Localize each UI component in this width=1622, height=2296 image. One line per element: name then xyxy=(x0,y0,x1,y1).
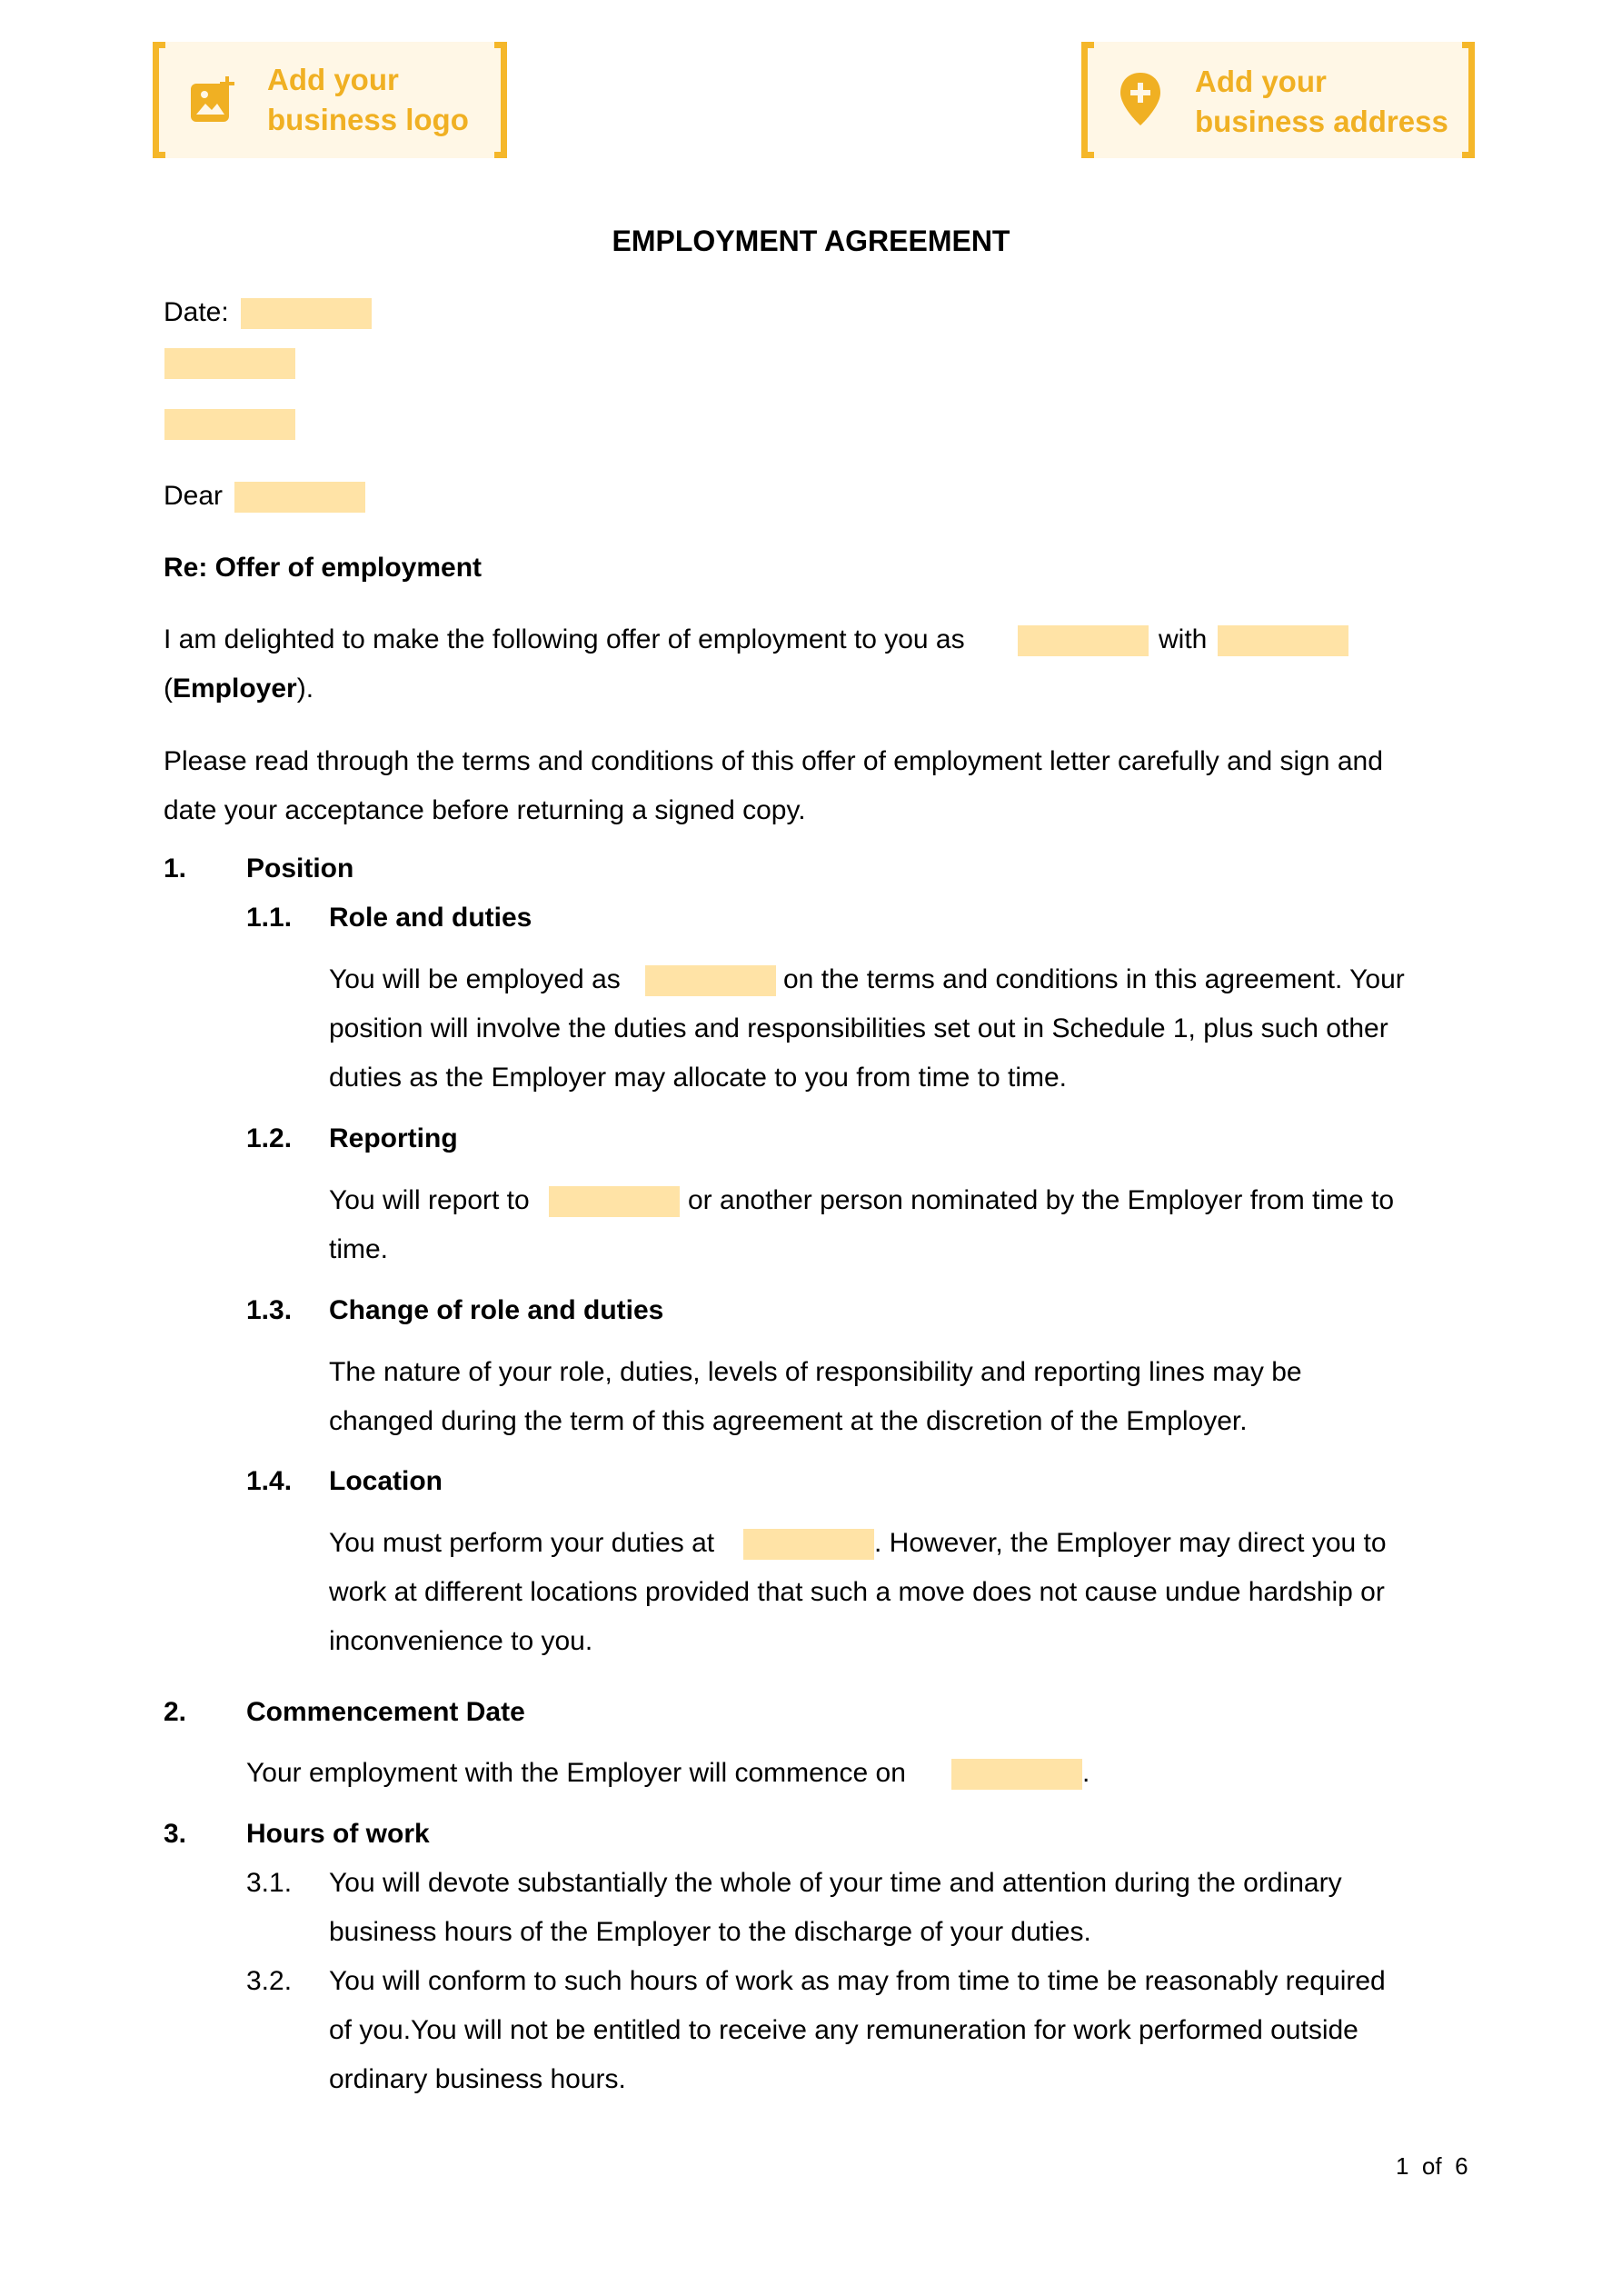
subject-line: Re: Offer of employment xyxy=(164,553,483,583)
clause-text: Your employment with the Employer will commence on xyxy=(246,1758,906,1788)
document-title: EMPLOYMENT AGREEMENT xyxy=(612,225,1010,257)
address-placeholder[interactable] xyxy=(1081,42,1475,158)
recipient-name-field[interactable] xyxy=(164,348,295,379)
clause-text: ordinary business hours. xyxy=(329,2064,626,2094)
clause-text: or another person nominated by the Employer from time to xyxy=(688,1185,1395,1215)
employer-name-field[interactable] xyxy=(1218,625,1348,656)
section-heading-commencement: Commencement Date xyxy=(246,1697,525,1727)
position-title-field[interactable] xyxy=(1018,625,1149,656)
read-note-line1: Please read through the terms and conditions of this offer of employment letter carefully and sign and xyxy=(164,746,1383,776)
clause-text: changed during the term of this agreement at the discretion of the Employer. xyxy=(329,1406,1248,1436)
clause-number: 1.1. xyxy=(246,903,293,933)
section-heading-position: Position xyxy=(246,854,354,883)
right-bracket xyxy=(1462,42,1475,158)
clause-number: 1.4. xyxy=(246,1466,293,1496)
intro-with: with xyxy=(1159,624,1208,654)
right-bracket xyxy=(494,42,507,158)
logo-placeholder-line1: Add your xyxy=(267,63,399,96)
clause-text: . However, the Employer may direct you to xyxy=(874,1528,1387,1558)
work-location-field[interactable] xyxy=(743,1529,874,1560)
read-note-line2: date your acceptance before returning a signed copy. xyxy=(164,795,806,825)
logo-placeholder[interactable] xyxy=(153,42,507,158)
logo-placeholder-line2: business logo xyxy=(267,103,469,136)
salutation: Dear xyxy=(164,481,224,511)
clause-heading-role: Role and duties xyxy=(329,903,532,933)
date-field[interactable] xyxy=(241,298,372,329)
clause-text: on the terms and conditions in this agreement. Your xyxy=(783,964,1405,994)
clause-heading-location: Location xyxy=(329,1466,443,1496)
clause-heading-reporting: Reporting xyxy=(329,1123,458,1153)
date-label: Date: xyxy=(164,297,229,327)
clause-text: The nature of your role, duties, levels of responsibility and reporting lines may be xyxy=(329,1357,1302,1387)
clause-text: inconvenience to you. xyxy=(329,1626,593,1656)
employer-defined-term: Employer xyxy=(173,674,297,704)
clause-number: 3.2. xyxy=(246,1966,293,1996)
clause-text: work at different locations provided that such a move does not cause undue hardship or xyxy=(329,1577,1385,1607)
image-add-icon xyxy=(189,76,236,124)
clause-text: . xyxy=(1082,1758,1090,1788)
section-heading-hours: Hours of work xyxy=(246,1819,430,1849)
clause-text: position will involve the duties and responsibilities set out in Schedule 1, plus such other xyxy=(329,1013,1388,1043)
address-placeholder-line2: business address xyxy=(1195,105,1448,138)
role-title-field[interactable] xyxy=(645,965,776,996)
clause-text: You will devote substantially the whole of your time and attention during the ordinary xyxy=(329,1868,1342,1898)
address-placeholder-line1: Add your xyxy=(1195,65,1327,98)
clause-number: 1.2. xyxy=(246,1123,293,1153)
clause-text: You must perform your duties at xyxy=(329,1528,715,1558)
section-number: 3. xyxy=(164,1819,187,1849)
page-number: 1 of 6 xyxy=(1396,2152,1468,2180)
intro-text: I am delighted to make the following offer of employment to you as xyxy=(164,624,965,654)
clause-number: 1.3. xyxy=(246,1295,293,1325)
salutation-name-field[interactable] xyxy=(234,482,365,513)
clause-text: time. xyxy=(329,1234,389,1264)
section-number: 1. xyxy=(164,854,187,883)
clause-text: duties as the Employer may allocate to you from time to time. xyxy=(329,1063,1068,1093)
manager-name-field[interactable] xyxy=(549,1186,680,1217)
clause-text: business hours of the Employer to the discharge of your duties. xyxy=(329,1917,1091,1947)
intro-employer-definition: (Employer). xyxy=(164,674,314,704)
left-bracket xyxy=(1081,42,1094,158)
left-bracket xyxy=(153,42,165,158)
clause-text: You will be employed as xyxy=(329,964,621,994)
commencement-date-field[interactable] xyxy=(951,1759,1082,1790)
recipient-address-field[interactable] xyxy=(164,409,295,440)
clause-number: 3.1. xyxy=(246,1868,293,1898)
section-number: 2. xyxy=(164,1697,187,1727)
clause-heading-change: Change of role and duties xyxy=(329,1295,664,1325)
location-add-icon xyxy=(1118,71,1163,127)
clause-text: You will report to xyxy=(329,1185,530,1215)
clause-text: You will conform to such hours of work as may from time to time be reasonably required xyxy=(329,1966,1386,1996)
clause-text: of you.You will not be entitled to receive any remuneration for work performed outside xyxy=(329,2015,1358,2045)
